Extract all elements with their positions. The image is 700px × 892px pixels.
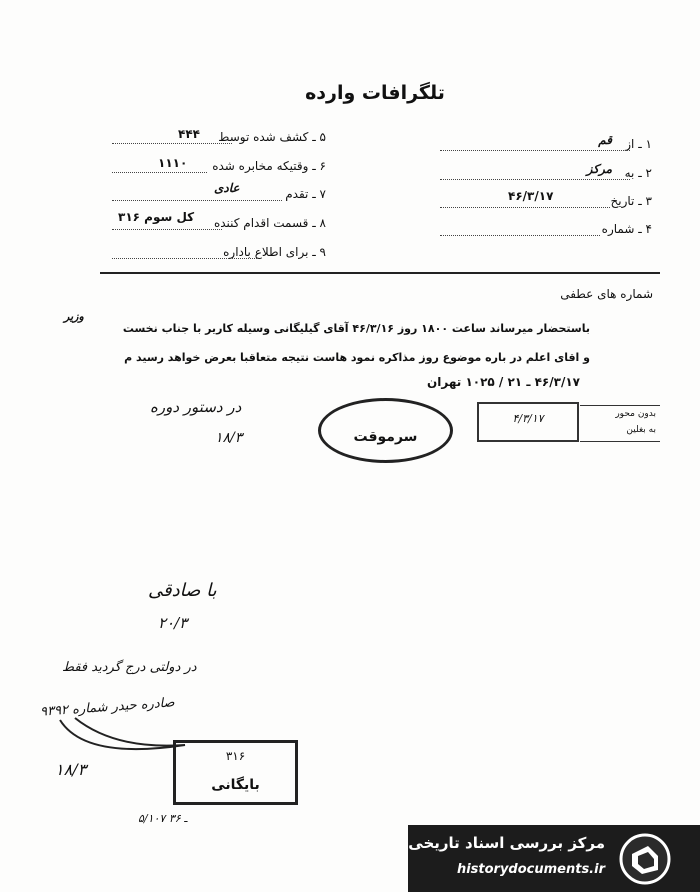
field-to-value: مرکز <box>586 162 612 176</box>
routing-stamp-line-1: بدون محور <box>615 409 656 419</box>
reference-numbers-label: شماره های عطفی <box>560 287 653 301</box>
field-number-label: ۴ ـ شماره <box>601 222 652 236</box>
handwritten-note-1-date: ۱۸/۳ <box>215 430 243 446</box>
body-line-2: و اقای اعلم در باره موضوع روز مذاکره نمود هاست نتیجه متعاقبا بعرض خواهد رسید م <box>124 351 590 364</box>
receipt-stamp-text: ۴/۳/۱۷ <box>512 412 544 425</box>
field-to-line <box>440 179 630 180</box>
oval-stamp-text: سرموقت <box>353 429 418 445</box>
field-priority-value: عادی <box>214 181 240 195</box>
field-date-label: ۳ ـ تاریخ <box>610 194 652 208</box>
field-priority-label: ۷ ـ تقدم <box>285 187 326 201</box>
body-line-3: ۴۶/۳/۱۷ ـ ۲۱ / ۱۰۲۵ تهران <box>427 375 580 389</box>
body-line-1: باستحضار میرساند ساعت ۱۸۰۰ روز ۴۶/۳/۱۶ آقای گیلیگانی وسیله کاریر با جناب نخست <box>122 322 590 335</box>
header-divider <box>100 272 660 274</box>
handwritten-note-2: با صادقی <box>148 580 217 601</box>
field-decoded-by-value: ۴۴۴ <box>178 127 200 141</box>
field-info-label: ۹ ـ برای اطلاع باداره <box>223 245 326 259</box>
field-action-dept-value: کل سوم ۳۱۶ <box>118 210 195 224</box>
field-from-value: قم <box>598 133 612 147</box>
field-transmitted-value: ۱۱۱۰ <box>158 156 188 170</box>
field-transmitted-line <box>112 172 207 173</box>
field-to-label: ۲ ـ به <box>624 166 652 180</box>
oval-stamp <box>318 398 453 463</box>
telegram-title: تلگرافات وارده <box>305 82 445 104</box>
body-annotation: وزیر <box>64 310 84 323</box>
field-priority-line <box>112 200 282 201</box>
document-logo-icon <box>618 832 672 886</box>
receipt-stamp <box>477 402 579 442</box>
archive-stamp-top: ۳۱۶ <box>225 749 246 763</box>
field-action-dept-label: ۸ ـ قسمت اقدام کننده <box>213 216 326 230</box>
field-date-line <box>440 207 610 208</box>
field-action-dept-line <box>112 229 222 230</box>
field-number-line <box>440 235 600 236</box>
footer-url[interactable]: historydocuments.ir <box>456 862 605 877</box>
field-decoded-by-line <box>112 143 232 144</box>
field-decoded-by-label: ۵ ـ کشف شده توسط <box>218 130 326 144</box>
handwritten-note-3-line-2: صادره حیدر شماره ۹۳۹۲ <box>39 695 176 720</box>
archive-stamp <box>173 740 298 805</box>
field-from-line <box>440 150 630 151</box>
field-from-label: ۱ ـ از <box>625 137 652 151</box>
archive-stamp-bottom: بایگانی <box>211 777 260 793</box>
handwritten-note-3-line-1: در دولتی درج گردید فقط <box>62 660 197 675</box>
routing-stamp-line-2: به بغلین <box>626 425 656 435</box>
handwritten-note-2-date: ۲۰/۳ <box>158 614 188 632</box>
handwritten-note-3-date: ۱۸/۳ <box>55 760 87 779</box>
footer-org-name: مرکز بررسی اسناد تاریخی <box>408 834 605 852</box>
field-date-value: ۴۶/۳/۱۷ <box>508 189 554 203</box>
field-info-line <box>112 258 257 259</box>
field-transmitted-label: ۶ ـ وقتیکه مخابره شده <box>212 159 326 173</box>
bottom-reference: ۵/۱۰۷ ـ ۳۶ <box>138 812 188 825</box>
routing-stamp <box>580 405 660 442</box>
handwritten-note-1: در دستور دوره <box>150 398 242 416</box>
